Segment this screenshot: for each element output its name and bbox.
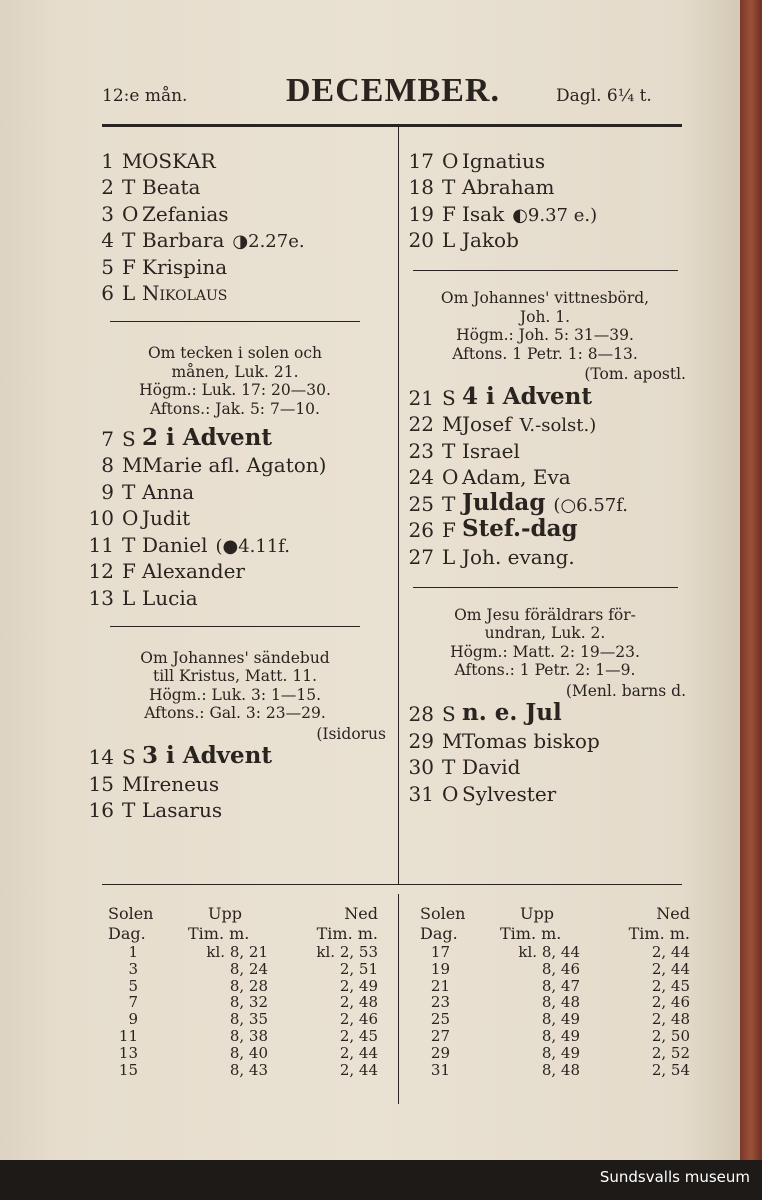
- day-row: [400, 463, 690, 490]
- day-number: 3: [101, 201, 114, 226]
- day-row: [400, 726, 690, 753]
- sunrise-cell: 8, 48: [541, 1060, 580, 1079]
- day-list: [400, 146, 690, 252]
- weekday: O: [442, 781, 459, 806]
- name-day: 4 i Advent: [462, 382, 593, 410]
- day-number: 19: [408, 201, 434, 226]
- header-cell: Ned: [344, 904, 378, 923]
- header-cell: Upp: [520, 904, 554, 923]
- table-row: [108, 978, 378, 995]
- left-column: [80, 146, 390, 822]
- day-row: [80, 477, 390, 504]
- divider: [413, 587, 678, 588]
- weekday: L: [442, 228, 456, 252]
- name-day: Barbara: [142, 228, 225, 252]
- sunset-cell: 2, 45: [651, 976, 690, 995]
- day-number: 24: [408, 465, 434, 489]
- day-row: [400, 779, 690, 806]
- day-number: 21: [408, 385, 434, 410]
- moon-phase: ◑2.27e.: [232, 231, 305, 252]
- name-day: Isak: [462, 201, 505, 226]
- day-number: 29: [408, 728, 434, 753]
- moon-phase: (○6.57f.: [553, 494, 628, 516]
- weekday: M: [442, 412, 463, 436]
- day-row: [400, 753, 690, 780]
- sermon-line: Högm.: Joh. 5: 31—39.: [456, 326, 634, 344]
- header-cell: Dag.: [420, 924, 458, 943]
- sunset-cell: 2, 54: [651, 1060, 690, 1079]
- weekday: T: [122, 228, 136, 252]
- day-number: 22: [408, 412, 434, 436]
- name-day: Ignatius: [462, 148, 546, 173]
- day-number: 23: [408, 438, 434, 463]
- sunset-cell: 2, 48: [651, 1010, 690, 1029]
- day-cell: 23: [430, 993, 450, 1012]
- name-day: 3 i Advent: [142, 742, 273, 769]
- weekday: M: [122, 148, 143, 173]
- page-header: [0, 72, 740, 122]
- table-row: [420, 978, 690, 995]
- sunset-cell: 2, 52: [651, 1043, 690, 1062]
- table-header: [108, 924, 378, 944]
- sermon-line: Aftons.: 1 Petr. 2: 1—9.: [454, 661, 636, 679]
- right-column: [400, 146, 690, 806]
- day-number: 9: [101, 479, 114, 504]
- name-day: Daniel: [142, 532, 208, 557]
- sunrise-cell: kl. 8, 44: [518, 943, 580, 961]
- header-cell: Dag.: [108, 924, 146, 943]
- day-row: [400, 542, 690, 569]
- table-row: [420, 1011, 690, 1028]
- sunset-cell: 2, 46: [651, 993, 690, 1012]
- sunset-cell: 2, 45: [339, 1026, 378, 1045]
- day-row: [400, 436, 690, 463]
- name-day: Israel: [462, 438, 520, 463]
- day-cell: 19: [430, 959, 450, 978]
- table-row: [108, 944, 378, 961]
- sermon-line: Om Johannes' vittnesbörd,: [440, 289, 650, 307]
- sermon-line: undran, Luk. 2.: [484, 624, 606, 642]
- day-number: 5: [101, 254, 114, 279]
- sunset-cell: 2, 44: [651, 943, 690, 961]
- day-cell: 1: [128, 943, 138, 961]
- weekday: T: [442, 755, 456, 779]
- table-divider: [398, 894, 399, 1104]
- sunrise-cell: 8, 49: [541, 1026, 580, 1045]
- sunset-cell: kl. 2, 53: [316, 943, 378, 961]
- sunrise-cell: 8, 49: [541, 1010, 580, 1029]
- weekday: O: [442, 465, 459, 489]
- day-row: [80, 199, 390, 226]
- day-cell: 7: [128, 993, 138, 1012]
- weekday: S: [442, 385, 456, 410]
- day-number: 13: [88, 585, 114, 610]
- name-day: Nikolaus: [142, 281, 228, 305]
- weekday: T: [122, 798, 136, 822]
- moon-phase: V.-solst.): [519, 415, 597, 436]
- weekday: M: [122, 771, 143, 796]
- weekday: L: [122, 585, 136, 610]
- weekday: L: [442, 544, 456, 569]
- sunrise-cell: 8, 35: [229, 1010, 268, 1029]
- day-number: 7: [101, 426, 114, 451]
- sun-table-left: [108, 904, 378, 1078]
- sermon-line: Om tecken i solen och: [147, 344, 323, 362]
- weekday: O: [122, 506, 139, 530]
- weekday: F: [442, 201, 456, 226]
- daylight-hours: Dagl. 6¼ t.: [556, 86, 652, 106]
- bottom-rule: [102, 884, 682, 885]
- sermon-note: [400, 289, 690, 363]
- moon-phase: ◐9.37 e.): [512, 204, 598, 226]
- day-number: 10: [88, 506, 114, 530]
- sermon-extra: (Tom. apostl.: [584, 365, 686, 383]
- day-row: [80, 226, 390, 253]
- sermon-line: Om Johannes' sändebud: [140, 648, 330, 667]
- header-cell: Ned: [656, 904, 690, 923]
- sunrise-cell: 8, 43: [229, 1060, 268, 1079]
- name-day: Tomas biskop: [462, 728, 600, 753]
- day-row: [400, 410, 690, 437]
- name-day: Zefanias: [142, 201, 229, 226]
- day-row: [80, 743, 390, 770]
- moon-phase: (●4.11f.: [215, 535, 291, 557]
- sunrise-cell: 8, 46: [541, 959, 580, 978]
- sermon-line: Om Jesu föräldrars för-: [454, 605, 636, 624]
- table-header: [108, 904, 378, 924]
- sermon-line: Högm.: Luk. 3: 1—15.: [148, 685, 322, 704]
- sunrise-cell: 8, 49: [541, 1043, 580, 1062]
- day-number: 20: [408, 228, 434, 252]
- page-title: DECEMBER.: [286, 72, 500, 109]
- day-number: 6: [101, 281, 114, 305]
- day-row: [80, 424, 390, 451]
- day-number: 11: [88, 532, 114, 557]
- header-cell: Solen: [420, 904, 466, 923]
- weekday: T: [442, 491, 456, 516]
- weekday: T: [122, 479, 136, 504]
- day-list: [400, 383, 690, 569]
- name-day: Marie afl. Agaton): [142, 453, 327, 477]
- header-cell: Solen: [108, 904, 154, 923]
- header-cell: Upp: [208, 904, 242, 923]
- table-row: [108, 1028, 378, 1045]
- table-row: [420, 961, 690, 978]
- day-row: [400, 226, 690, 253]
- name-day: Lucia: [142, 585, 198, 610]
- name-day: Sylvester: [462, 781, 557, 806]
- sermon-line: Högm.: Matt. 2: 19—23.: [450, 642, 640, 661]
- weekday: M: [122, 453, 143, 477]
- table-row: [108, 961, 378, 978]
- day-number: 31: [408, 781, 434, 806]
- day-row: [400, 383, 690, 410]
- page-edge: [740, 0, 762, 1160]
- day-row: [80, 557, 390, 584]
- sermon-note: [400, 606, 690, 680]
- header-cell: Tim. m.: [316, 924, 378, 943]
- header-cell: Tim. m.: [500, 924, 562, 943]
- day-row: [80, 504, 390, 531]
- sunset-cell: 2, 44: [339, 1043, 378, 1062]
- day-list: [80, 146, 390, 305]
- divider: [110, 626, 360, 627]
- column-divider: [398, 127, 399, 885]
- sunrise-cell: 8, 38: [229, 1026, 268, 1045]
- day-row: [80, 530, 390, 557]
- day-row: [400, 700, 690, 727]
- weekday: S: [122, 745, 136, 769]
- day-row: [80, 173, 390, 200]
- name-day: Alexander: [142, 559, 245, 583]
- day-number: 16: [88, 798, 114, 822]
- sermon-extra: (Isidorus: [316, 724, 386, 743]
- name-day: Krispina: [142, 254, 228, 279]
- table-row: [420, 1045, 690, 1062]
- weekday: F: [442, 518, 456, 542]
- day-list: [400, 700, 690, 806]
- table-header: [420, 924, 690, 944]
- weekday: T: [122, 532, 136, 557]
- name-day: David: [462, 755, 521, 779]
- day-row: [400, 146, 690, 173]
- name-day: OSKAR: [142, 148, 216, 173]
- day-row: [80, 796, 390, 823]
- name-day: Abraham: [462, 175, 555, 199]
- day-number: 8: [101, 453, 114, 477]
- day-row: [400, 489, 690, 516]
- footer-bar: [0, 1160, 762, 1200]
- museum-credit: Sundsvalls museum: [599, 1168, 750, 1186]
- sunrise-cell: 8, 40: [229, 1043, 268, 1062]
- sunrise-cell: kl. 8, 21: [206, 943, 268, 961]
- day-number: 2: [101, 175, 114, 199]
- day-cell: 13: [118, 1043, 138, 1062]
- name-day: Anna: [142, 479, 195, 504]
- sermon-line: till Kristus, Matt. 11.: [152, 667, 318, 685]
- day-number: 27: [408, 544, 434, 569]
- weekday: F: [122, 559, 136, 583]
- day-number: 28: [408, 702, 434, 726]
- name-day: Beata: [142, 175, 201, 199]
- sermon-line: Aftons. 1 Petr. 1: 8—13.: [452, 344, 638, 363]
- weekday: F: [122, 254, 136, 279]
- weekday: O: [442, 148, 459, 173]
- sermon-line: Högm.: Luk. 17: 20—30.: [139, 381, 331, 399]
- day-row: [400, 199, 690, 226]
- table-row: [108, 1045, 378, 1062]
- name-day: Judit: [142, 506, 191, 530]
- day-cell: 27: [430, 1026, 450, 1045]
- name-day: Stef.-dag: [462, 515, 578, 542]
- header-cell: Tim. m.: [628, 924, 690, 943]
- day-row: [80, 252, 390, 279]
- day-cell: 31: [430, 1060, 450, 1079]
- name-day: n. e. Jul: [462, 699, 562, 726]
- name-day: Joh. evang.: [462, 544, 575, 569]
- sunrise-cell: 8, 32: [229, 993, 268, 1012]
- day-number: 12: [88, 559, 114, 583]
- weekday: M: [442, 728, 463, 753]
- name-day: 2 i Advent: [142, 423, 273, 451]
- table-row: [420, 1028, 690, 1045]
- sermon-note: [80, 344, 390, 418]
- day-number: 18: [408, 175, 434, 199]
- sunset-cell: 2, 46: [339, 1010, 378, 1029]
- day-cell: 3: [128, 959, 138, 978]
- day-row: [400, 516, 690, 543]
- name-day: Juldag: [462, 488, 546, 516]
- sunset-cell: 2, 44: [651, 959, 690, 978]
- day-number: 15: [88, 771, 114, 796]
- sunrise-cell: 8, 24: [229, 959, 268, 978]
- day-number: 4: [101, 228, 114, 252]
- day-list: [80, 424, 390, 610]
- sunrise-cell: 8, 28: [229, 976, 268, 995]
- day-cell: 5: [128, 976, 138, 995]
- weekday: L: [122, 281, 136, 305]
- weekday: S: [122, 426, 136, 451]
- divider: [110, 321, 360, 322]
- day-cell: 25: [430, 1010, 450, 1029]
- day-cell: 15: [118, 1060, 138, 1079]
- day-row: [400, 173, 690, 200]
- sun-table-right: [420, 904, 690, 1078]
- sermon-line: Aftons.: Gal. 3: 23—29.: [144, 704, 326, 722]
- weekday: T: [442, 175, 456, 199]
- sunrise-cell: 8, 47: [541, 976, 580, 995]
- weekday: T: [442, 438, 456, 463]
- day-number: 17: [408, 148, 434, 173]
- sermon-line: månen, Luk. 21.: [171, 362, 299, 381]
- sermon-line: Aftons.: Jak. 5: 7—10.: [150, 399, 320, 418]
- day-row: [80, 279, 390, 306]
- month-number: 12:e mån.: [102, 86, 188, 106]
- sermon-line: Joh. 1.: [519, 307, 571, 326]
- table-row: [420, 944, 690, 961]
- weekday: S: [442, 702, 456, 726]
- sermon-extra: (Menl. barns d.: [565, 681, 686, 700]
- day-number: 1: [101, 148, 114, 173]
- weekday: O: [122, 201, 139, 226]
- table-row: [420, 1062, 690, 1079]
- day-number: 30: [408, 755, 434, 779]
- table-row: [108, 1011, 378, 1028]
- sunset-cell: 2, 44: [339, 1060, 378, 1079]
- sunset-cell: 2, 48: [339, 993, 378, 1012]
- sunset-cell: 2, 49: [339, 976, 378, 995]
- divider: [413, 270, 678, 271]
- name-day: Josef: [462, 412, 512, 436]
- day-number: 14: [88, 745, 114, 769]
- name-day: Adam, Eva: [462, 465, 571, 489]
- name-day: Lasarus: [142, 798, 223, 822]
- table-header: [420, 904, 690, 924]
- sunset-cell: 2, 51: [339, 959, 378, 978]
- day-cell: 21: [430, 976, 450, 995]
- day-row: [80, 583, 390, 610]
- day-row: [80, 146, 390, 173]
- table-row: [420, 994, 690, 1011]
- table-row: [108, 994, 378, 1011]
- day-row: [80, 451, 390, 478]
- day-cell: 9: [128, 1010, 138, 1029]
- day-cell: 11: [118, 1026, 138, 1045]
- table-row: [108, 1062, 378, 1079]
- name-day: Ireneus: [142, 771, 220, 796]
- day-list: [80, 743, 390, 823]
- day-cell: 17: [430, 943, 450, 961]
- day-number: 25: [408, 491, 434, 516]
- sunrise-cell: 8, 48: [541, 993, 580, 1012]
- header-cell: Tim. m.: [188, 924, 250, 943]
- sunset-cell: 2, 50: [651, 1026, 690, 1045]
- day-number: 26: [408, 518, 434, 542]
- day-cell: 29: [430, 1043, 450, 1062]
- weekday: T: [122, 175, 136, 199]
- day-row: [80, 769, 390, 796]
- sermon-note: [80, 649, 390, 723]
- name-day: Jakob: [462, 228, 519, 252]
- top-rule: [102, 124, 682, 127]
